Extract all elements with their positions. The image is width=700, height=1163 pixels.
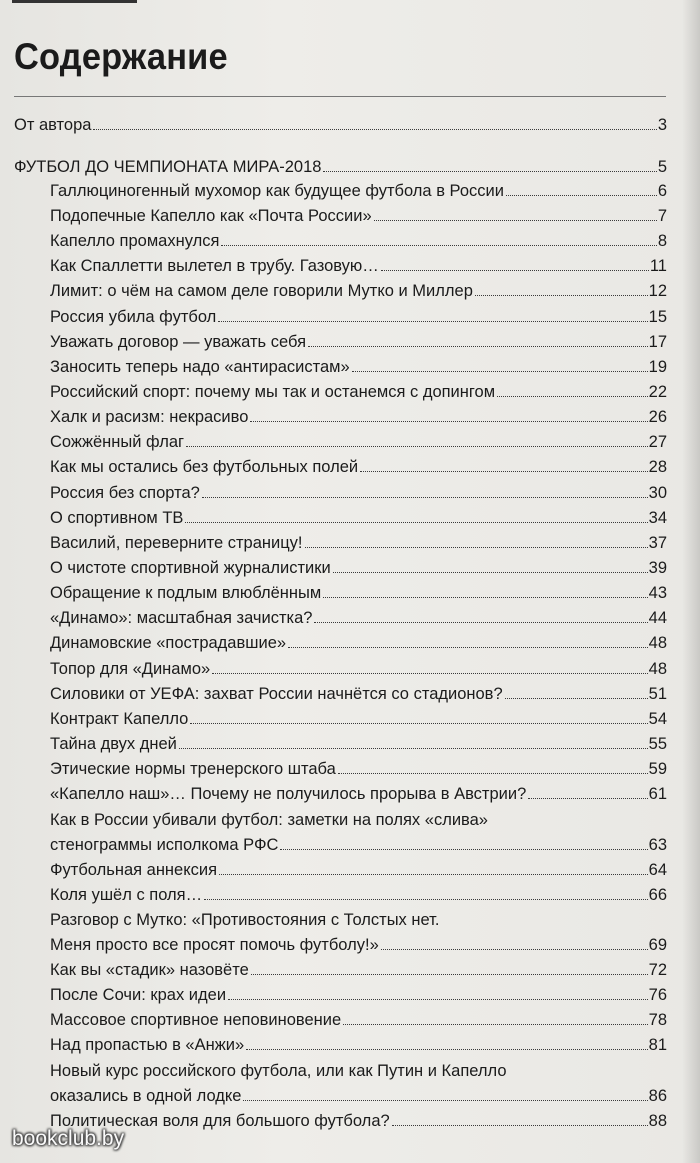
toc-entry-title: Обращение к подлым влюблённым bbox=[50, 584, 322, 602]
toc-entry-page: 28 bbox=[648, 458, 667, 476]
toc-entry-page: 86 bbox=[648, 1087, 667, 1105]
toc-entry-page: 48 bbox=[648, 660, 667, 678]
toc-entry bbox=[0, 532, 700, 554]
toc-entry bbox=[0, 255, 700, 277]
toc-entry bbox=[0, 1085, 700, 1107]
toc-entry-title: Топор для «Динамо» bbox=[50, 660, 211, 678]
toc-entry bbox=[0, 156, 700, 178]
toc-entry-page: 69 bbox=[648, 936, 667, 954]
toc-entry-title: Подопечные Капелло как «Почта России» bbox=[50, 207, 372, 225]
toc-entry-page: 30 bbox=[648, 484, 667, 502]
toc-entry-page: 34 bbox=[648, 509, 667, 527]
toc-entry-title: Этические нормы тренерского штаба bbox=[50, 760, 336, 778]
toc-entry-title: стенограммы исполкома РФС bbox=[50, 836, 279, 854]
dot-leader bbox=[392, 1125, 648, 1126]
toc-entry bbox=[0, 683, 700, 705]
toc-entry-title: «Динамо»: масштабная зачистка? bbox=[50, 609, 313, 627]
toc-entry-title: Российский спорт: почему мы так и останемся с допингом bbox=[50, 383, 496, 401]
toc-entry-title: Динамовские «пострадавшие» bbox=[50, 634, 287, 652]
toc-entry bbox=[0, 331, 700, 353]
dot-leader bbox=[381, 949, 648, 950]
dot-leader bbox=[219, 874, 648, 875]
toc-entry bbox=[0, 1060, 700, 1082]
toc-entry-page: 7 bbox=[657, 207, 667, 225]
toc-entry bbox=[0, 984, 700, 1006]
toc-entry-title: Как вы «стадик» назовёте bbox=[50, 961, 249, 979]
toc-entry bbox=[0, 783, 700, 805]
dot-leader bbox=[179, 748, 648, 749]
toc-entry bbox=[0, 582, 700, 604]
dot-leader bbox=[323, 597, 647, 598]
dot-leader bbox=[497, 396, 648, 397]
toc-entry-page: 51 bbox=[648, 685, 667, 703]
toc-entry-title: Силовики от УЕФА: захват России начнётся со стадионов? bbox=[50, 685, 503, 703]
toc-entry bbox=[0, 114, 700, 136]
toc-entry-title: Разговор с Мутко: «Противостояния с Толстых нет. bbox=[50, 911, 440, 929]
toc-entry bbox=[0, 909, 700, 931]
dot-leader bbox=[343, 1024, 647, 1025]
toc-entry bbox=[0, 482, 700, 504]
toc-entry-page: 22 bbox=[648, 383, 667, 401]
toc-entry-title: Капелло промахнулся bbox=[50, 232, 220, 250]
dot-leader bbox=[374, 220, 657, 221]
toc-entry bbox=[0, 406, 700, 428]
dot-leader bbox=[333, 572, 648, 573]
dot-leader bbox=[228, 999, 648, 1000]
toc-entry bbox=[0, 934, 700, 956]
dot-leader bbox=[288, 647, 648, 648]
toc-entry-page: 39 bbox=[648, 559, 667, 577]
toc-entry bbox=[0, 180, 700, 202]
toc-entry-title: Контракт Капелло bbox=[50, 710, 189, 728]
toc-entry bbox=[0, 708, 700, 730]
toc-entry-title: Меня просто все просят помочь футболу!» bbox=[50, 936, 379, 954]
toc-entry bbox=[0, 1009, 700, 1031]
toc-entry-title: Массовое спортивное неповиновение bbox=[50, 1011, 342, 1029]
top-rule bbox=[12, 0, 137, 3]
toc-entry-page: 5 bbox=[657, 158, 667, 176]
toc-entry-title: Футбольная аннексия bbox=[50, 861, 218, 879]
toc-entry-page: 48 bbox=[648, 634, 667, 652]
toc-entry-page: 43 bbox=[648, 584, 667, 602]
title-divider bbox=[14, 96, 666, 97]
toc-entry bbox=[0, 632, 700, 654]
toc-entry-title: Новый курс российского футбола, или как Путин и Капелло bbox=[50, 1062, 507, 1080]
dot-leader bbox=[204, 899, 648, 900]
dot-leader bbox=[212, 673, 647, 674]
dot-leader bbox=[528, 798, 647, 799]
toc-entry-page: 81 bbox=[648, 1036, 667, 1054]
toc-entry bbox=[0, 280, 700, 302]
toc-entry bbox=[0, 658, 700, 680]
dot-leader bbox=[185, 522, 647, 523]
toc-entry-page: 55 bbox=[648, 735, 667, 753]
page-edge-shadow bbox=[682, 0, 700, 1163]
toc-entry-page: 44 bbox=[648, 609, 667, 627]
toc-entry-page: 3 bbox=[657, 116, 667, 134]
dot-leader bbox=[323, 171, 656, 172]
toc-entry-page: 72 bbox=[648, 961, 667, 979]
toc-entry-page: 17 bbox=[648, 333, 667, 351]
toc-entry bbox=[0, 507, 700, 529]
toc-entry-page: 59 bbox=[648, 760, 667, 778]
dot-leader bbox=[190, 723, 647, 724]
toc-entry-title: ФУТБОЛ ДО ЧЕМПИОНАТА МИРА-2018 bbox=[14, 158, 322, 176]
toc-entry bbox=[0, 733, 700, 755]
toc-entry-title: оказались в одной лодке bbox=[50, 1087, 242, 1105]
toc-entry-page: 19 bbox=[648, 358, 667, 376]
toc-entry bbox=[0, 809, 700, 831]
toc-entry-page: 63 bbox=[648, 836, 667, 854]
toc-entry bbox=[0, 557, 700, 579]
toc-entry bbox=[0, 834, 700, 856]
toc-entry-title: Над пропастью в «Анжи» bbox=[50, 1036, 245, 1054]
toc-entry-page: 15 bbox=[648, 308, 667, 326]
toc-entry-page: 76 bbox=[648, 986, 667, 1004]
toc-entry bbox=[0, 306, 700, 328]
toc-entry-title: Тайна двух дней bbox=[50, 735, 177, 753]
toc-entry-page: 37 bbox=[648, 534, 667, 552]
dot-leader bbox=[221, 245, 656, 246]
toc-entry-page: 12 bbox=[648, 282, 667, 300]
toc-entry-title: После Сочи: крах идеи bbox=[50, 986, 227, 1004]
dot-leader bbox=[280, 849, 647, 850]
toc-entry-title: Уважать договор — уважать себя bbox=[50, 333, 306, 351]
toc-entry bbox=[0, 758, 700, 780]
toc-entry-page: 27 bbox=[648, 433, 667, 451]
page-title: Содержание bbox=[14, 36, 228, 77]
dot-leader bbox=[186, 446, 648, 447]
toc-entry-title: Как мы остались без футбольных полей bbox=[50, 458, 359, 476]
toc-entry bbox=[0, 381, 700, 403]
dot-leader bbox=[93, 129, 656, 130]
toc-entry-page: 61 bbox=[648, 785, 667, 803]
toc-entry-page: 6 bbox=[657, 182, 667, 200]
toc-entry bbox=[0, 884, 700, 906]
toc-entry-title: О чистоте спортивной журналистики bbox=[50, 559, 331, 577]
toc-entry bbox=[0, 431, 700, 453]
dot-leader bbox=[308, 346, 648, 347]
dot-leader bbox=[218, 321, 647, 322]
toc-entry bbox=[0, 456, 700, 478]
dot-leader bbox=[352, 371, 648, 372]
dot-leader bbox=[505, 698, 648, 699]
toc-entry-title: Халк и расизм: некрасиво bbox=[50, 408, 249, 426]
dot-leader bbox=[243, 1100, 647, 1101]
toc-entry-title: Политическая воля для большого футбола? bbox=[50, 1112, 390, 1130]
toc-entry-page: 54 bbox=[648, 710, 667, 728]
toc-entry-page: 26 bbox=[648, 408, 667, 426]
dot-leader bbox=[360, 471, 648, 472]
toc-entry-page: 8 bbox=[657, 232, 667, 250]
toc-entry-title: О спортивном ТВ bbox=[50, 509, 184, 527]
toc-entry-title: «Капелло наш»… Почему не получилось прорыва в Австрии? bbox=[50, 785, 527, 803]
toc-entry-title: Лимит: о чём на самом деле говорили Мутко и Миллер bbox=[50, 282, 473, 300]
toc-entry bbox=[0, 356, 700, 378]
dot-leader bbox=[475, 295, 648, 296]
dot-leader bbox=[381, 270, 649, 271]
dot-leader bbox=[250, 421, 647, 422]
toc-entry-title: Как в России убивали футбол: заметки на полях «слива» bbox=[50, 811, 488, 829]
toc-entry-title: Россия без спорта? bbox=[50, 484, 200, 502]
toc-entry-title: Сожжённый флаг bbox=[50, 433, 185, 451]
toc-entry-title: Как Спаллетти вылетел в трубу. Газовую… bbox=[50, 257, 379, 275]
toc-entry-title: От автора bbox=[14, 116, 92, 134]
dot-leader bbox=[305, 547, 648, 548]
toc-entry bbox=[0, 205, 700, 227]
toc-entry-title: Россия убила футбол bbox=[50, 308, 217, 326]
dot-leader bbox=[202, 497, 648, 498]
toc-entry bbox=[0, 859, 700, 881]
toc-entry bbox=[0, 230, 700, 252]
toc-entry-page: 11 bbox=[649, 257, 667, 275]
dot-leader bbox=[506, 195, 657, 196]
toc-entry-title: Заносить теперь надо «антирасистам» bbox=[50, 358, 350, 376]
toc-entry-page: 66 bbox=[648, 886, 667, 904]
watermark: bookclub.by bbox=[12, 1127, 125, 1150]
toc-entry-title: Галлюциногенный мухомор как будущее футбола в России bbox=[50, 182, 504, 200]
toc-entry bbox=[0, 607, 700, 629]
dot-leader bbox=[251, 974, 648, 975]
toc-entry-page: 88 bbox=[648, 1112, 667, 1130]
dot-leader bbox=[338, 773, 648, 774]
toc-entry-title: Василий, переверните страницу! bbox=[50, 534, 303, 552]
toc-entry-title: Коля ушёл с поля… bbox=[50, 886, 203, 904]
toc-entry bbox=[0, 959, 700, 981]
dot-leader bbox=[246, 1049, 647, 1050]
toc-entry-page: 78 bbox=[648, 1011, 667, 1029]
dot-leader bbox=[314, 622, 647, 623]
toc-entry bbox=[0, 1034, 700, 1056]
toc-entry-page: 64 bbox=[648, 861, 667, 879]
